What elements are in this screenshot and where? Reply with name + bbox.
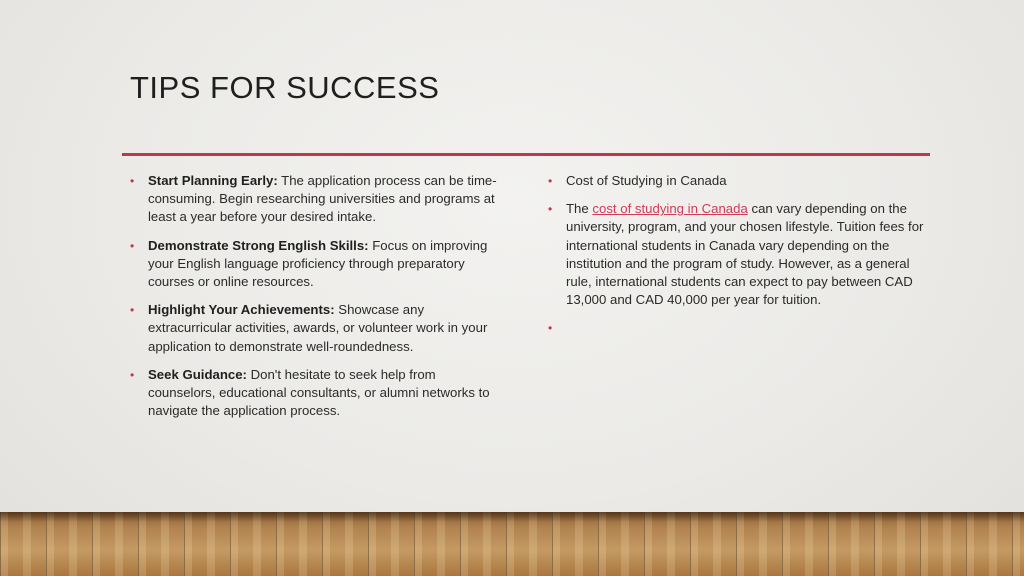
- cost-of-studying-link[interactable]: cost of studying in Canada: [592, 201, 748, 217]
- left-column: [130, 172, 500, 430]
- wood-floor-image: [0, 512, 1024, 576]
- bullet-icon: •: [548, 202, 553, 217]
- bullet-icon: •: [548, 321, 553, 336]
- bullet-text: Don't hesitate to seek help from counselors, educational consultants, or alumni networks to navigate the application process.: [148, 366, 490, 419]
- bullet-text: Cost of Studying in Canada: [566, 173, 727, 188]
- bullet-heading: Seek Guidance:: [148, 366, 247, 382]
- bullet-heading: Highlight Your Achievements:: [148, 302, 335, 318]
- right-column: [548, 172, 928, 336]
- bullet-icon: •: [130, 367, 135, 382]
- bullet-text-prefix: The: [566, 201, 593, 217]
- floor-shadow: [0, 512, 1024, 522]
- bullet-text: can vary depending on the university, program, and your chosen lifestyle. Tuition fees for international students in Canada vary depending on the institution and the program of study. However, as a general rule, international students can expect to pay between CAD 13,000 and CAD 40,000 per year for tuition.: [566, 201, 924, 308]
- bullet-icon: •: [130, 303, 135, 318]
- bullet-heading: Demonstrate Strong English Skills:: [148, 237, 369, 253]
- list-item: [130, 301, 500, 356]
- bullet-text: Focus on improving your English language proficiency through preparatory courses or online resources.: [148, 237, 488, 290]
- title-divider: [122, 153, 930, 156]
- bullet-text: The application process can be time-consuming. Begin researching universities and programs at least a year before your desired intake.: [148, 173, 497, 225]
- left-bullet-list: [130, 172, 500, 420]
- right-bullet-list: [548, 172, 928, 336]
- bullet-icon: •: [130, 174, 135, 188]
- list-item: [130, 366, 500, 421]
- bullet-icon: •: [130, 238, 135, 253]
- bullet-text: Showcase any extracurricular activities, awards, or volunteer work in your application to demonstrate well-roundedness.: [148, 302, 488, 354]
- slide-title: TIPS FOR SUCCESS: [130, 70, 440, 105]
- bullet-icon: •: [548, 174, 553, 188]
- list-item: [130, 172, 500, 227]
- list-item: [130, 237, 500, 292]
- bullet-heading: Start Planning Early:: [148, 173, 278, 188]
- list-item: [548, 200, 928, 309]
- list-item: [548, 172, 928, 190]
